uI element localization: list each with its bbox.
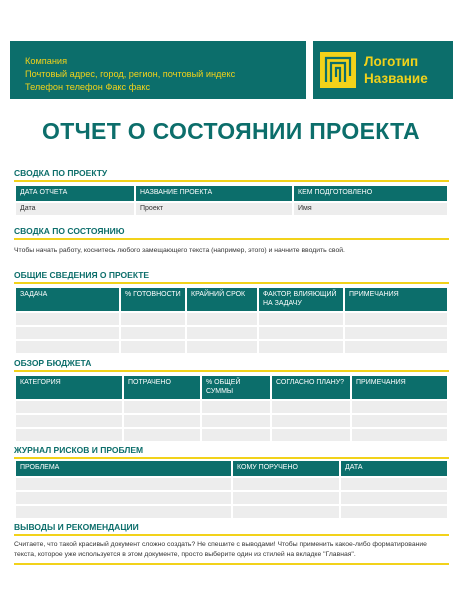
table-cell[interactable] <box>345 325 447 339</box>
col-percent-done: % ГОТОВНОСТИ <box>121 288 185 311</box>
table-cell[interactable] <box>187 325 257 339</box>
logo-text <box>364 53 428 87</box>
col-category: КАТЕГОРИЯ <box>16 376 122 399</box>
table-row <box>16 427 447 441</box>
col-risk-date: ДАТА <box>341 461 447 476</box>
table-cell[interactable] <box>233 504 339 518</box>
table-cell[interactable] <box>341 476 447 490</box>
table-cell[interactable] <box>16 325 119 339</box>
logo-block[interactable] <box>313 41 453 99</box>
footer-divider <box>14 563 449 565</box>
table-cell[interactable] <box>16 413 122 427</box>
overview-divider <box>14 282 449 284</box>
conclusions-divider <box>14 534 449 536</box>
cell-name[interactable]: Имя <box>294 201 447 215</box>
summary-table <box>14 186 449 215</box>
table-cell[interactable] <box>121 339 185 353</box>
page-title[interactable]: ОТЧЕТ О СОСТОЯНИИ ПРОЕКТА <box>42 118 420 144</box>
table-cell[interactable] <box>187 339 257 353</box>
col-report-date: ДАТА ОТЧЕТА <box>16 186 134 201</box>
status-divider <box>14 238 449 240</box>
cell-date[interactable]: Дата <box>16 201 134 215</box>
table-row <box>16 399 447 413</box>
risks-divider <box>14 457 449 459</box>
table-row <box>16 490 447 504</box>
table-row <box>16 413 447 427</box>
table-cell[interactable] <box>272 399 350 413</box>
overview-table <box>14 288 449 353</box>
table-cell[interactable] <box>259 311 343 325</box>
table-cell[interactable] <box>124 413 200 427</box>
logo-line-2: Название <box>364 71 428 86</box>
conclusions-heading: ВЫВОДЫ И РЕКОМЕНДАЦИИ <box>14 522 139 532</box>
company-info <box>10 41 306 99</box>
table-cell[interactable] <box>202 427 270 441</box>
col-prepared-by: КЕМ ПОДГОТОВЛЕНО <box>294 186 447 201</box>
table-cell[interactable] <box>16 490 231 504</box>
table-cell[interactable] <box>16 427 122 441</box>
table-cell[interactable] <box>341 490 447 504</box>
summary-heading: СВОДКА ПО ПРОЕКТУ <box>14 168 108 178</box>
col-assigned: КОМУ ПОРУЧЕНО <box>233 461 339 476</box>
table-cell[interactable] <box>16 339 119 353</box>
cell-project[interactable]: Проект <box>136 201 292 215</box>
table-cell[interactable] <box>121 325 185 339</box>
status-heading: СВОДКА ПО СОСТОЯНИЮ <box>14 226 125 236</box>
overview-heading: ОБЩИЕ СВЕДЕНИЯ О ПРОЕКТЕ <box>14 270 150 280</box>
company-phones[interactable]: Телефон телефон Факс факс <box>25 82 151 92</box>
table-cell[interactable] <box>16 311 119 325</box>
table-cell[interactable] <box>259 339 343 353</box>
table-row <box>16 201 447 215</box>
status-text[interactable]: Чтобы начать работу, коснитесь любого замещающего текста (например, этого) и начните вводить свой. <box>14 247 345 254</box>
company-name[interactable]: Компания <box>25 56 68 66</box>
table-cell[interactable] <box>345 339 447 353</box>
table-cell[interactable] <box>16 504 231 518</box>
table-cell[interactable] <box>187 311 257 325</box>
table-cell[interactable] <box>124 427 200 441</box>
summary-divider <box>14 180 449 182</box>
col-notes: ПРИМЕЧАНИЯ <box>345 288 447 311</box>
col-issue: ПРОБЛЕМА <box>16 461 231 476</box>
col-percent-total: % ОБЩЕЙ СУММЫ <box>202 376 270 399</box>
risks-heading: ЖУРНАЛ РИСКОВ И ПРОБЛЕМ <box>14 445 144 455</box>
table-row <box>16 504 447 518</box>
table-cell[interactable] <box>16 399 122 413</box>
maze-logo-icon <box>320 52 356 88</box>
col-factor: ФАКТОР, ВЛИЯЮЩИЙ НА ЗАДАЧУ <box>259 288 343 311</box>
table-row <box>16 325 447 339</box>
budget-heading: ОБЗОР БЮДЖЕТА <box>14 358 92 368</box>
budget-divider <box>14 370 449 372</box>
table-row <box>16 476 447 490</box>
document-header <box>10 41 453 99</box>
table-cell[interactable] <box>272 413 350 427</box>
table-cell[interactable] <box>341 504 447 518</box>
table-cell[interactable] <box>272 427 350 441</box>
table-cell[interactable] <box>202 413 270 427</box>
company-address[interactable]: Почтовый адрес, город, регион, почтовый индекс <box>25 69 236 79</box>
table-cell[interactable] <box>352 427 447 441</box>
table-row <box>16 339 447 353</box>
table-cell[interactable] <box>121 311 185 325</box>
table-row <box>16 311 447 325</box>
col-deadline: КРАЙНИЙ СРОК <box>187 288 257 311</box>
table-cell[interactable] <box>233 490 339 504</box>
table-cell[interactable] <box>352 413 447 427</box>
table-cell[interactable] <box>124 399 200 413</box>
table-cell[interactable] <box>345 311 447 325</box>
col-on-plan: СОГЛАСНО ПЛАНУ? <box>272 376 350 399</box>
risks-table <box>14 461 449 518</box>
table-cell[interactable] <box>16 476 231 490</box>
table-cell[interactable] <box>352 399 447 413</box>
table-cell[interactable] <box>233 476 339 490</box>
table-cell[interactable] <box>202 399 270 413</box>
col-spent: ПОТРАЧЕНО <box>124 376 200 399</box>
budget-table <box>14 376 449 441</box>
conclusions-text[interactable]: Считаете, что такой красивый документ сложно создать? Не спешите с выводами! Чтобы применить какое-либо форматирование текста, которое уже используется в этом документе, просто выберите один из стилей на вкладке "Главная". <box>14 541 427 558</box>
logo-line-1: Логотип <box>364 54 419 69</box>
col-task: ЗАДАЧА <box>16 288 119 311</box>
table-cell[interactable] <box>259 325 343 339</box>
col-budget-notes: ПРИМЕЧАНИЯ <box>352 376 447 399</box>
col-project-name: НАЗВАНИЕ ПРОЕКТА <box>136 186 292 201</box>
